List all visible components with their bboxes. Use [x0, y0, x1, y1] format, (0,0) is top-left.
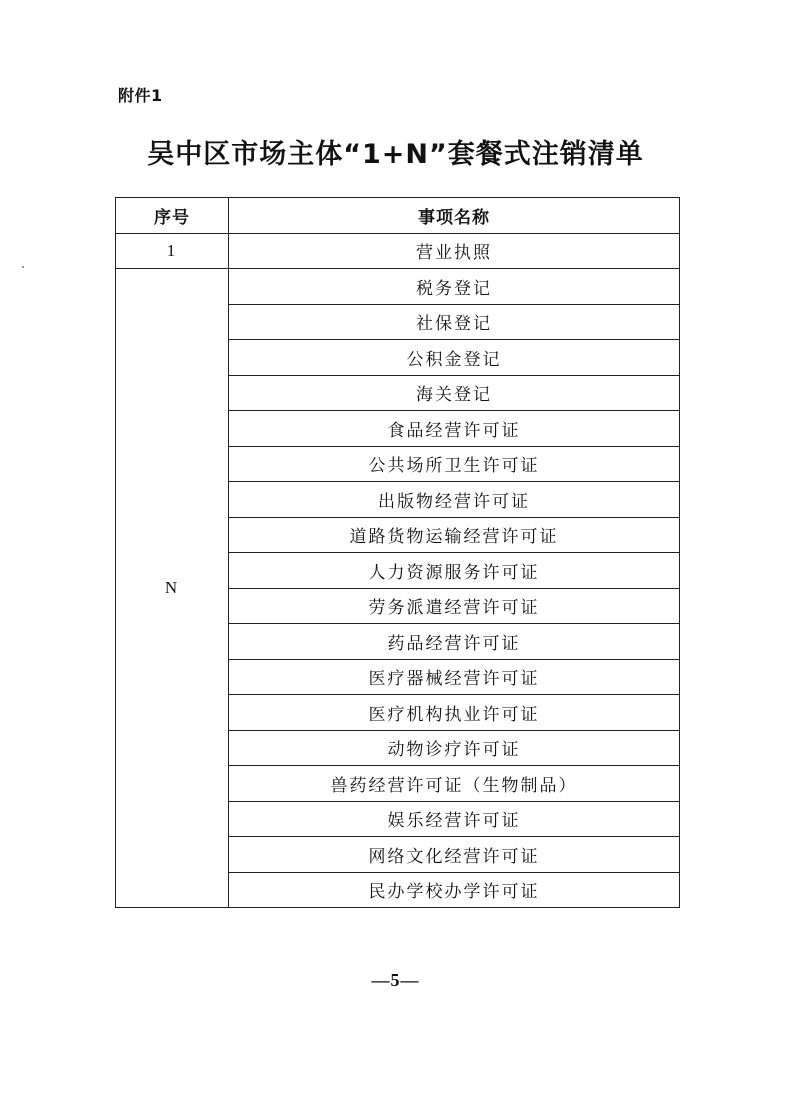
header-seq: 序号 — [116, 198, 229, 234]
row-item-name: 医疗机构执业许可证 — [229, 695, 680, 731]
row-item-name: 公共场所卫生许可证 — [229, 446, 680, 482]
table-row — [116, 233, 680, 269]
row-item-name: 网络文化经营许可证 — [229, 837, 680, 873]
row-item-name: 海关登记 — [229, 375, 680, 411]
table-row — [116, 269, 680, 305]
table-header-row — [116, 198, 680, 234]
row-item-name: 娱乐经营许可证 — [229, 801, 680, 837]
row-item-name: 药品经营许可证 — [229, 624, 680, 660]
deregistration-table — [115, 197, 680, 908]
row-item-name: 公积金登记 — [229, 340, 680, 376]
scan-speck — [22, 266, 24, 268]
row-item-name: 税务登记 — [229, 269, 680, 305]
row-item-name: 劳务派遣经营许可证 — [229, 588, 680, 624]
document-title: 吴中区市场主体“1+N”套餐式注销清单 — [147, 139, 644, 170]
row-seq: 1 — [116, 233, 229, 269]
row-item-name: 民办学校办学许可证 — [229, 872, 680, 908]
attachment-label: 附件1 — [118, 86, 163, 105]
row-item-name: 营业执照 — [229, 233, 680, 269]
row-item-name: 动物诊疗许可证 — [229, 730, 680, 766]
group-seq: N — [116, 269, 229, 908]
row-item-name: 社保登记 — [229, 304, 680, 340]
page-number: —5— — [371, 970, 420, 990]
row-item-name: 人力资源服务许可证 — [229, 553, 680, 589]
row-item-name: 医疗器械经营许可证 — [229, 659, 680, 695]
row-item-name: 食品经营许可证 — [229, 411, 680, 447]
row-item-name: 兽药经营许可证（生物制品） — [229, 766, 680, 802]
row-item-name: 道路货物运输经营许可证 — [229, 517, 680, 553]
row-item-name: 出版物经营许可证 — [229, 482, 680, 518]
header-item-name: 事项名称 — [229, 198, 680, 234]
